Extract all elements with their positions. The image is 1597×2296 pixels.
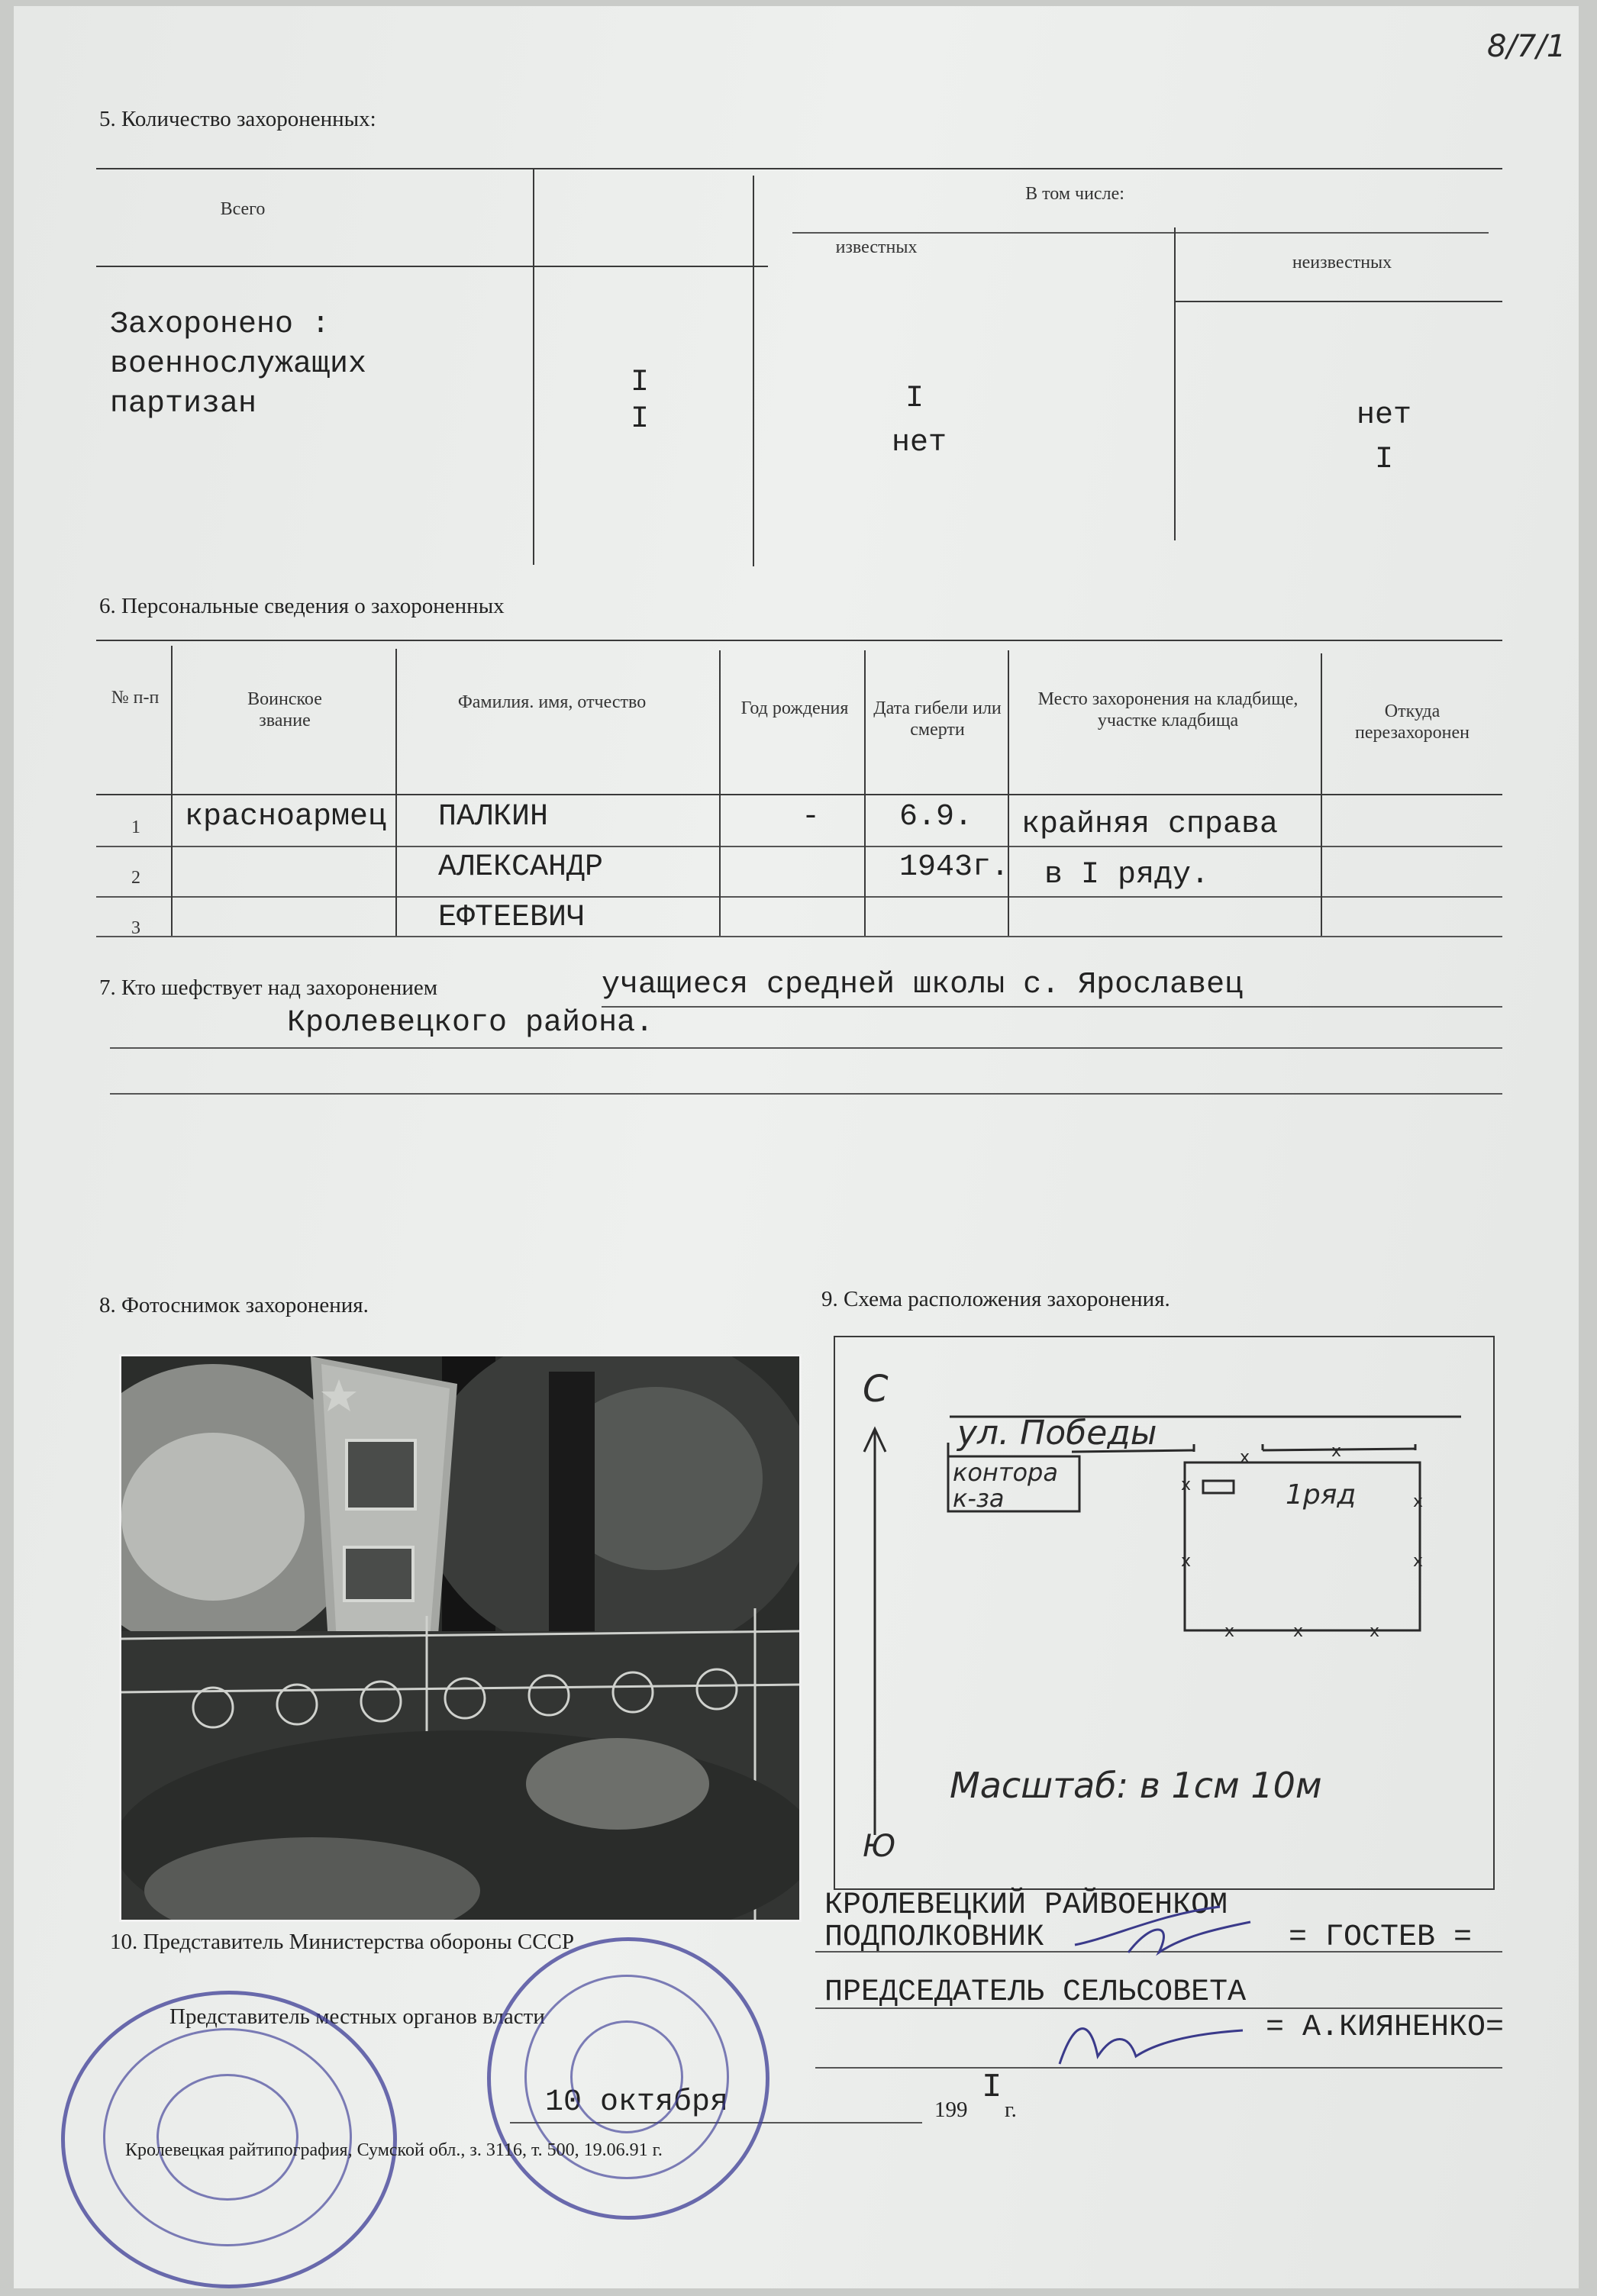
- svg-text:x: x: [1331, 1442, 1342, 1461]
- unknown-values: [1342, 394, 1426, 482]
- soldier-name-3: ЕФТЕЕВИЧ: [438, 901, 586, 935]
- office-line-1: контора: [953, 1458, 1058, 1487]
- row-number-2: 2: [131, 868, 140, 888]
- section5-title: 5. Количество захороненных:: [99, 107, 376, 131]
- local-name: = А.КИЯНЕНКО=: [1266, 2011, 1505, 2045]
- unknown-partisans: I: [1374, 443, 1393, 477]
- mil-signature: [1067, 1891, 1266, 1968]
- soldier-birth: -: [802, 800, 821, 834]
- death-date-2: 1943г.: [899, 850, 1010, 885]
- soldier-name-2: АЛЕКСАНДР: [438, 850, 604, 885]
- col-unknown: неизвестных: [1292, 253, 1392, 272]
- known-values: [892, 377, 947, 466]
- svg-text:x: x: [1413, 1552, 1424, 1571]
- section10-title: 10. Представитель Министерства обороны СССР: [110, 1930, 575, 1954]
- hdr-name: Фамилия. имя, отчество: [457, 692, 647, 712]
- label-partisans: партизан: [110, 387, 257, 421]
- street-label: ул. Победы: [957, 1414, 1157, 1453]
- row-number-1: 1: [131, 817, 140, 837]
- burial-photo: [119, 1354, 802, 1922]
- village-council-stamp: [487, 1937, 769, 2220]
- patron-line-1: учащиеся средней школы с. Ярославец: [602, 968, 1244, 1002]
- soldier-rank: красноармец: [185, 800, 387, 834]
- hdr-place: Место захоронения на кладбище, участке кладбища: [1037, 689, 1299, 730]
- signing-date: 10 октября: [545, 2085, 729, 2120]
- svg-text:x: x: [1181, 1475, 1192, 1495]
- south-label: Ю: [863, 1829, 896, 1864]
- soldier-name-1: ПАЛКИН: [438, 800, 549, 834]
- hdr-rank: Воинское звание: [247, 689, 322, 730]
- unknown-military: нет: [1356, 398, 1411, 433]
- year-suffix: I: [982, 2069, 1002, 2107]
- known-military: I: [905, 382, 924, 416]
- office-line-2: к-за: [953, 1484, 1005, 1513]
- total-partisans: I: [631, 402, 650, 437]
- local-title: Представитель местных органов власти: [169, 2004, 545, 2029]
- year-prefix: 199: [934, 2098, 968, 2122]
- total-values: [631, 365, 649, 438]
- section6-title: 6. Персональные сведения о захороненных: [99, 594, 505, 618]
- row-number-3: 3: [131, 918, 140, 938]
- hdr-origin: Откуда перезахоронен: [1355, 701, 1470, 743]
- scale-label: Масштаб: в 1см 10м: [950, 1765, 1322, 1806]
- section8-title: 8. Фотоснимок захоронения.: [99, 1293, 369, 1317]
- svg-text:x: x: [1413, 1492, 1424, 1511]
- mil-line-2: ПОДПОЛКОВНИК: [824, 1920, 1045, 1955]
- total-military: I: [631, 366, 650, 400]
- corner-note: 8/7/1: [1487, 29, 1566, 64]
- burial-place-1: крайняя справа: [1021, 808, 1279, 842]
- hdr-number: № п-п: [111, 688, 160, 708]
- svg-text:x: x: [1370, 1622, 1380, 1641]
- mil-name: = ГОСТЕВ =: [1289, 1920, 1473, 1955]
- office-label: [953, 1459, 1058, 1511]
- known-partisans: нет: [892, 426, 947, 460]
- hdr-death: Дата гибели или смерти: [873, 698, 1002, 740]
- label-military: военнослужащих: [110, 347, 367, 382]
- burial-place-2: в I ряду.: [1044, 858, 1210, 892]
- hdr-birth: Год рождения: [740, 698, 849, 718]
- svg-text:x: x: [1181, 1552, 1192, 1571]
- footer-print-info: Кролевецкая райтипография, Сумской обл., з. 3116, т. 500, 19.06.91 г.: [125, 2140, 663, 2160]
- label-buried: Захоронено :: [110, 308, 331, 342]
- col-total: Всего: [220, 199, 266, 219]
- local-line-1: ПРЕДСЕДАТЕЛЬ СЕЛЬСОВЕТА: [824, 1975, 1247, 2010]
- burial-scheme: [834, 1336, 1495, 1890]
- year-end: г.: [1005, 2098, 1017, 2122]
- patron-line-2: Кролевецкого района.: [287, 1006, 654, 1040]
- svg-text:x: x: [1224, 1622, 1235, 1641]
- svg-text:x: x: [1293, 1622, 1304, 1641]
- mil-line-1: КРОЛЕВЕЦКИЙ РАЙВОЕНКОМ: [824, 1888, 1228, 1923]
- svg-text:x: x: [1240, 1448, 1250, 1467]
- section7-title: 7. Кто шефствует над захоронением: [99, 975, 438, 1000]
- col-known: известных: [835, 237, 918, 257]
- buried-labels: [110, 305, 366, 424]
- burial-photo-image: [121, 1356, 799, 1920]
- district-council-stamp: [61, 1991, 397, 2288]
- document-sheet: [14, 6, 1579, 2288]
- row-label: 1ряд: [1286, 1479, 1357, 1511]
- section9-title: 9. Схема расположения захоронения.: [821, 1287, 1170, 1311]
- north-label: С: [863, 1368, 889, 1411]
- col-including: В том числе:: [1025, 184, 1124, 204]
- death-date-1: 6.9.: [899, 800, 973, 834]
